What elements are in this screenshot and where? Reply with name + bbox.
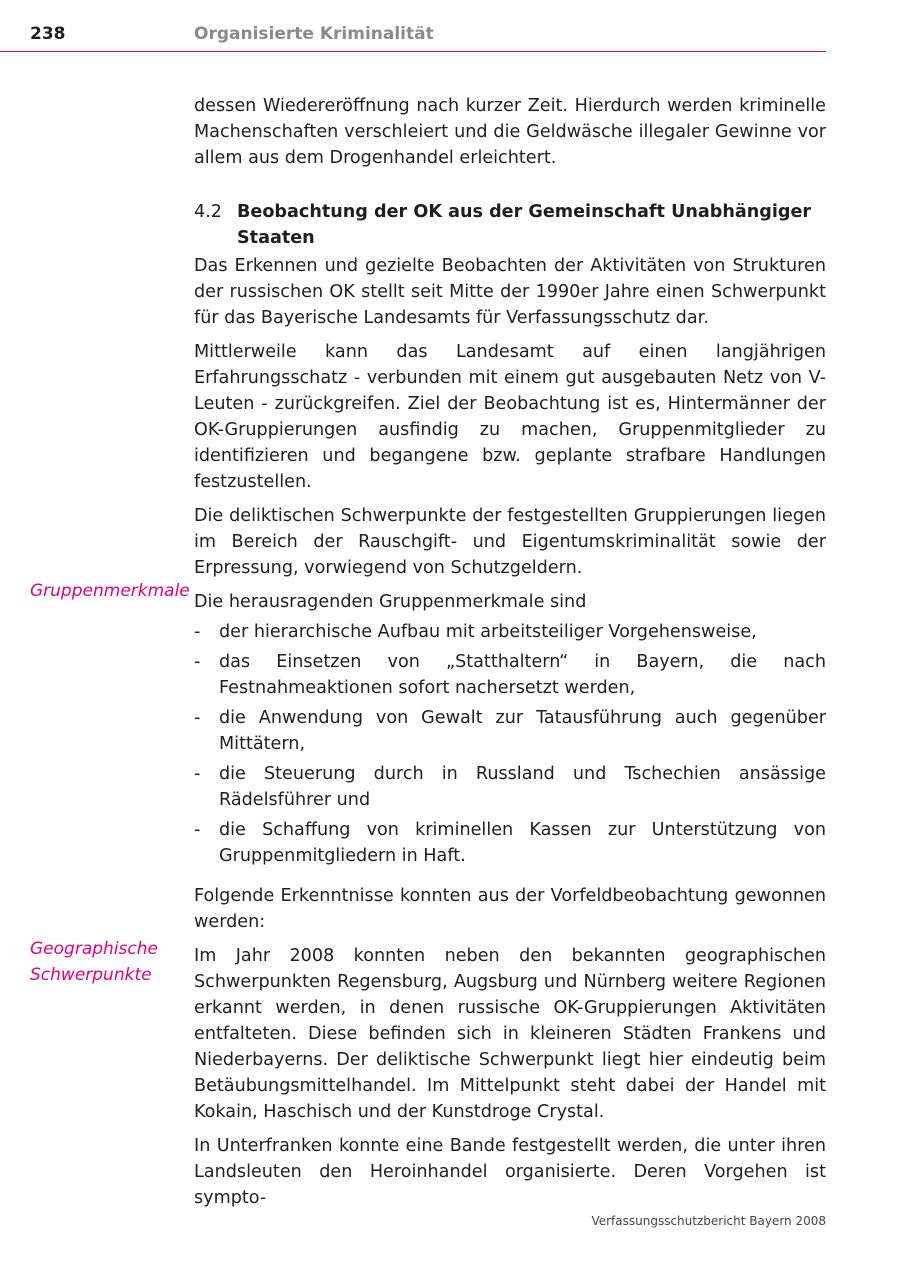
closing-paragraph: In Unterfranken konnte eine Bande festgestellt werden, die unter ihren Landsleuten den Heroinhandel organisierte. Deren Vorgehen ist sympto- [194,1136,826,1208]
header-divider [0,51,826,52]
margin-note-geography: Geographische Schwerpunkte [30,939,158,985]
list-item-text: der hierarchische Aufbau mit arbeitsteiliger Vorgehensweise, [219,622,757,642]
bullet-dash: - [194,820,201,840]
paragraph: Mittlerweile kann das Landesamt auf einen langjährigen Erfahrungsschatz - verbunden mit einem gut ausgebauten Netz von V-Leuten - zurückgreifen. Ziel der Beobachtung ist es, Hintermänner der OK-Gruppierungen ausfindig zu machen, Gruppenmitglieder zu identifizieren und begangene bzw. geplante strafbare Handlungen festzustellen. [194,342,826,492]
bullet-dash: - [194,622,201,642]
page-number: 238 [30,24,66,44]
list-item-text: das Einsetzen von „Statthaltern“ in Bayern, die nach Festnahmeaktionen sofort nachersetzt werden, [219,652,826,698]
list-item [194,705,826,757]
section-title: Beobachtung der OK aus der Gemeinschaft Unabhängiger Staaten [237,202,812,248]
footer-text: Verfassungsschutzbericht Bayern 2008 [591,1214,826,1228]
group-features-intro: Die herausragenden Gruppenmerkmale sind [194,592,587,612]
chapter-title: Organisierte Kriminalität [194,24,434,44]
list-item [194,761,826,813]
list-item-text: die Steuerung durch in Russland und Tschechien ansässige Rädelsführer und [219,764,826,810]
list-item [194,619,826,645]
margin-note-group-features: Gruppenmerkmale [30,581,190,601]
group-features-list [194,619,826,869]
main-text-column [194,93,826,1219]
list-item [194,649,826,701]
list-item-text: die Schaffung von kriminellen Kassen zur Unterstützung von Gruppenmitgliedern in Haft. [219,820,826,866]
findings-intro: Folgende Erkenntnisse konnten aus der Vorfeldbeobachtung gewonnen werden: [194,886,826,932]
section-number: 4.2 [194,202,222,222]
section-heading [194,199,826,251]
bullet-dash: - [194,652,201,672]
bullet-dash: - [194,764,201,784]
list-item [194,817,826,869]
bullet-dash: - [194,708,201,728]
paragraph: Die deliktischen Schwerpunkte der festgestellten Gruppierungen liegen im Bereich der Rauschgift- und Eigentumskriminalität sowie der Erpressung, vorwiegend von Schutzgeldern. [194,506,826,578]
intro-paragraph: dessen Wiedereröffnung nach kurzer Zeit. Hierdurch werden kriminelle Machenschaften verschleiert und die Geldwäsche illegaler Gewinne vor allem aus dem Drogenhandel erleichtert. [194,96,826,168]
paragraph: Das Erkennen und gezielte Beobachten der Aktivitäten von Strukturen der russischen OK stellt seit Mitte der 1990er Jahre einen Schwerpunkt für das Bayerische Landesamts für Verfassungsschutz dar. [194,256,826,328]
list-item-text: die Anwendung von Gewalt zur Tatausführung auch gegenüber Mittätern, [219,708,826,754]
geography-paragraph: Im Jahr 2008 konnten neben den bekannten geographischen Schwerpunkten Regensburg, Augsburg und Nürnberg weitere Regionen erkannt werden, in denen russische OK-Gruppierungen Aktivitäten entfalteten. Diese befinden sich in kleineren Städten Frankens und Niederbayerns. Der deliktische Schwerpunkt liegt hier eindeutig beim Betäubungsmittelhandel. Im Mittelpunkt steht dabei der Handel mit Kokain, Haschisch und der Kunstdroge Crystal. [194,946,826,1122]
